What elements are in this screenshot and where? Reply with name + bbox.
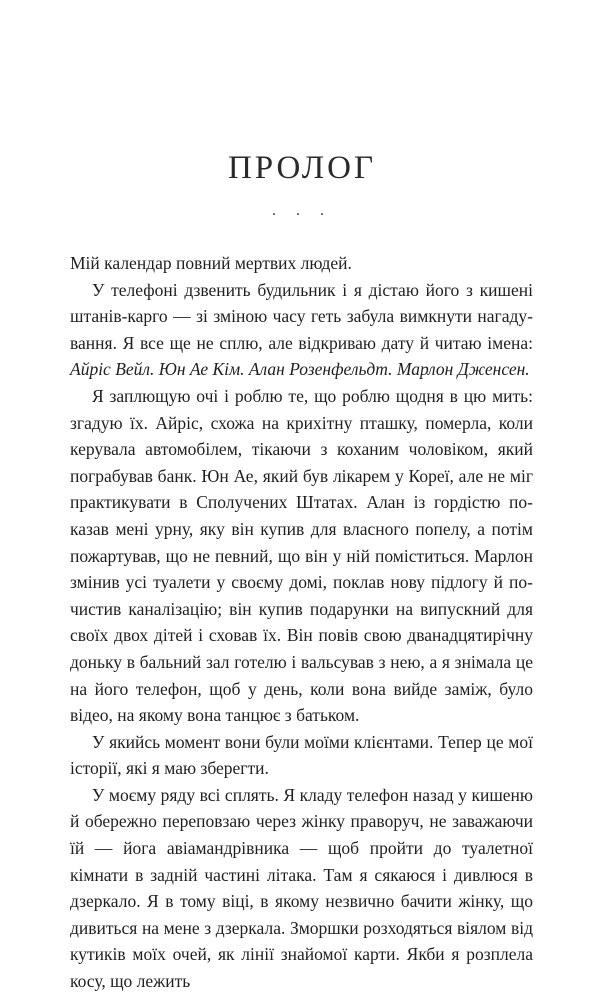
- paragraph-4: У якийсь момент вони були моїми клієнтами. Тепер це мої історії, які я маю зберегти.: [70, 731, 533, 779]
- chapter-title: ПРОЛОГ: [227, 150, 377, 186]
- paragraph-2-text: У телефоні дзвенить будильник і я дістаю його з кишені штанів-карго — зі зміною часу геть забула вимкнути нагадування. Я все ще не сплю, але відкриваю дату й читаю імена:: [70, 279, 533, 353]
- paragraph-3: Я заплющую очі і роблю те, що роблю щодня в цю мить: згадую їх. Айріс, схожа на крихітну пташку, померла, коли керувала автомобілем, тікаючи з коханим чоловіком, який пограбував банк. Юн Ае, який був лікарем у Кореї, але не міг практикувати в Сполучених Штатах. Алан із гордістю показав мені урну, яку він купив для власного попелу, а потім пожартував, що не певний, що він у ній поміститься. Марлон змінив усі туалети у своєму домі, поклав нову підлогу й почистив каналізацію; він купив подарунки на випускний для своїх двох дітей і сховав їх. Він повів свою дванадцятирічну доньку в бальний зал готелю і вальсував з нею, а я знімала це на його телефон, щоб у день, коли вона вийде заміж, було відео, на якому вона танцює з батьком.: [70, 385, 533, 726]
- paragraph-2: [70, 277, 533, 383]
- chapter-ornament: . . .: [272, 202, 332, 219]
- paragraph-1: Мій календар повний мертвих людей.: [70, 253, 352, 273]
- paragraph-2-names: Айріс Вейл. Юн Ае Кім. Алан Розенфельдт. Марлон Дженсен.: [70, 359, 530, 380]
- paragraph-5: У моєму ряду всі сплять. Я кладу телефон назад у кишеню й обережно переповзаю через жінку праворуч, не заважаючи їй — йога авіамандрівника — щоб пройти до туалетної кімнати в задній частині літака. Там я сякаюся і дивлюся в дзеркало. Я в тому віці, в якому незвично бачити жінку, що дивиться на мене з дзеркала. Зморшки розходяться віялом від кутиків моїх очей, як лінії знайомої карти. Якби я розплела косу, що лежить: [70, 784, 533, 992]
- body-text: [70, 250, 533, 995]
